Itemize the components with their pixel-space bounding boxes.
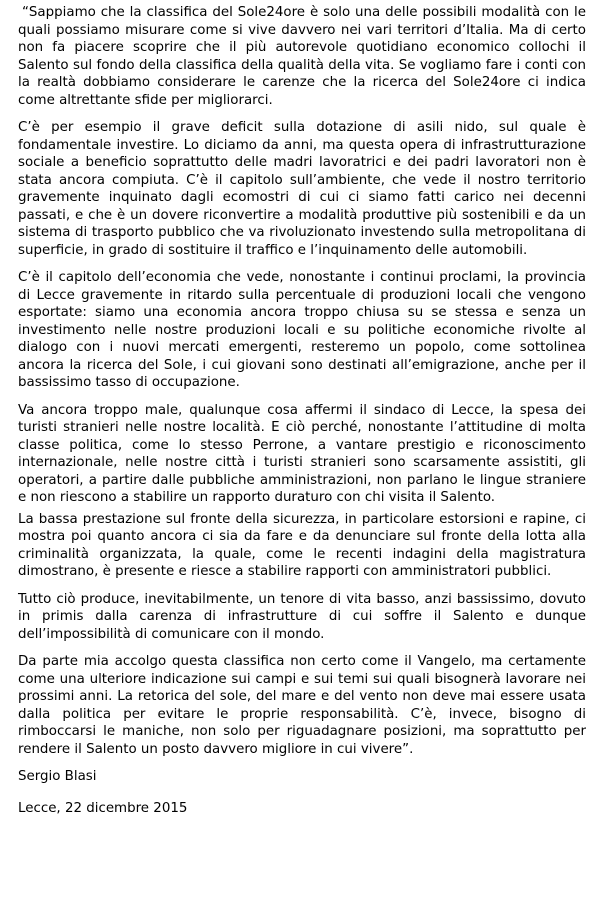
dateline: Lecce, 22 dicembre 2015 bbox=[18, 800, 188, 816]
paragraph-3: C’è il capitolo dell’economia che vede, nonostante i continui proclami, la provincia di Lecce gravemente in ritardo sulla percentuale di produzioni locali che vengono esportate: siamo una economia ancora troppo chiusa su se stessa e senza un investimento nelle nostre produzioni locali e su politiche economiche rivolte al dialogo con i nuovi mercati emergenti, resteremo un popolo, come sottolinea ancora la ricerca del Sole, i cui giovani sono destinati all’emigrazione, anche per il bassissimo tasso di occupazione. bbox=[18, 270, 586, 390]
signature: Sergio Blasi bbox=[18, 769, 97, 784]
paragraph-2: C’è per esempio il grave deficit sulla dotazione di asili nido, sul quale è fondamentale investire. Lo diciamo da anni, ma questa opera di infrastrutturazione sociale a beneficio soprattutto delle madri lavoratrici e dei padri lavoratori non è stata ancora compiuta. C’è il capitolo sull’ambiente, che vede il nostro territorio gravemente inquinato dagli ecomostri di cui ci siamo fatti carico nei decenni passati, e che è un dovere riconvertire a modalità produttive più sostenibili e da un sistema di trasporto pubblico che va rivoluzionato investendo sulla metropolitana di superficie, in grado di sostituire il traffico e l’inquinamento delle automobili. bbox=[18, 120, 586, 258]
paragraph-1: “Sappiamo che la classifica del Sole24ore è solo una delle possibili modalità con le quali possiamo misurare come si vive davvero nei vari territori d’Italia. Ma di certo non fa piacere scoprire che il più autorevole quotidiano economico collochi il Salento sul fondo della classifica della qualità della vita. Se vogliamo fare i conti con la realtà dobbiamo considerare le carenze che la ricerca del Sole24ore ci indica come altrettante sfide per migliorarci. bbox=[18, 5, 586, 108]
paragraph-7: Da parte mia accolgo questa classifica non certo come il Vangelo, ma certamente come una ulteriore indicazione sui campi e sui temi sui quali bisognerà lavorare nei prossimi anni. La retorica del sole, del mare e del vento non deve mai essere usata dalla politica per evitare le proprie responsabilità. C’è, invece, bisogno di rimboccarsi le maniche, non solo per riguadagnare posizioni, ma soprattutto per rendere il Salento un posto davvero migliore in cui vivere”. bbox=[18, 654, 586, 757]
paragraph-5: La bassa prestazione sul fronte della sicurezza, in particolare estorsioni e rapine, ci mostra poi quanto ancora ci sia da fare e da denunciare sul fronte della lotta alla criminalità organizzata, la quale, come le recenti indagini della magistratura dimostrano, è presente e riesce a stabilire rapporti con amministratori pubblici. bbox=[18, 511, 586, 579]
paragraph-6: Tutto ciò produce, inevitabilmente, un tenore di vita basso, anzi bassissimo, dovuto in primis dalla carenza di infrastrutture di cui soffre il Salento e dunque dell’impossibilità di comunicare con il mondo. bbox=[18, 591, 586, 642]
document-body bbox=[18, 4, 586, 831]
paragraph-4: Va ancora troppo male, qualunque cosa affermi il sindaco di Lecce, la spesa dei turisti stranieri nelle nostre località. E ciò perché, nonostante l’attitudine di molta classe politica, come lo stesso Perrone, a vantare prestigio e riconoscimento internazionale, nelle nostre città i turisti stranieri sono scarsamente assistiti, gli operatori, a partire dalle pubbliche amministrazioni, non parlano le lingue straniere e non riescono a stabilire un rapporto duraturo con chi visita il Salento. bbox=[18, 402, 586, 505]
